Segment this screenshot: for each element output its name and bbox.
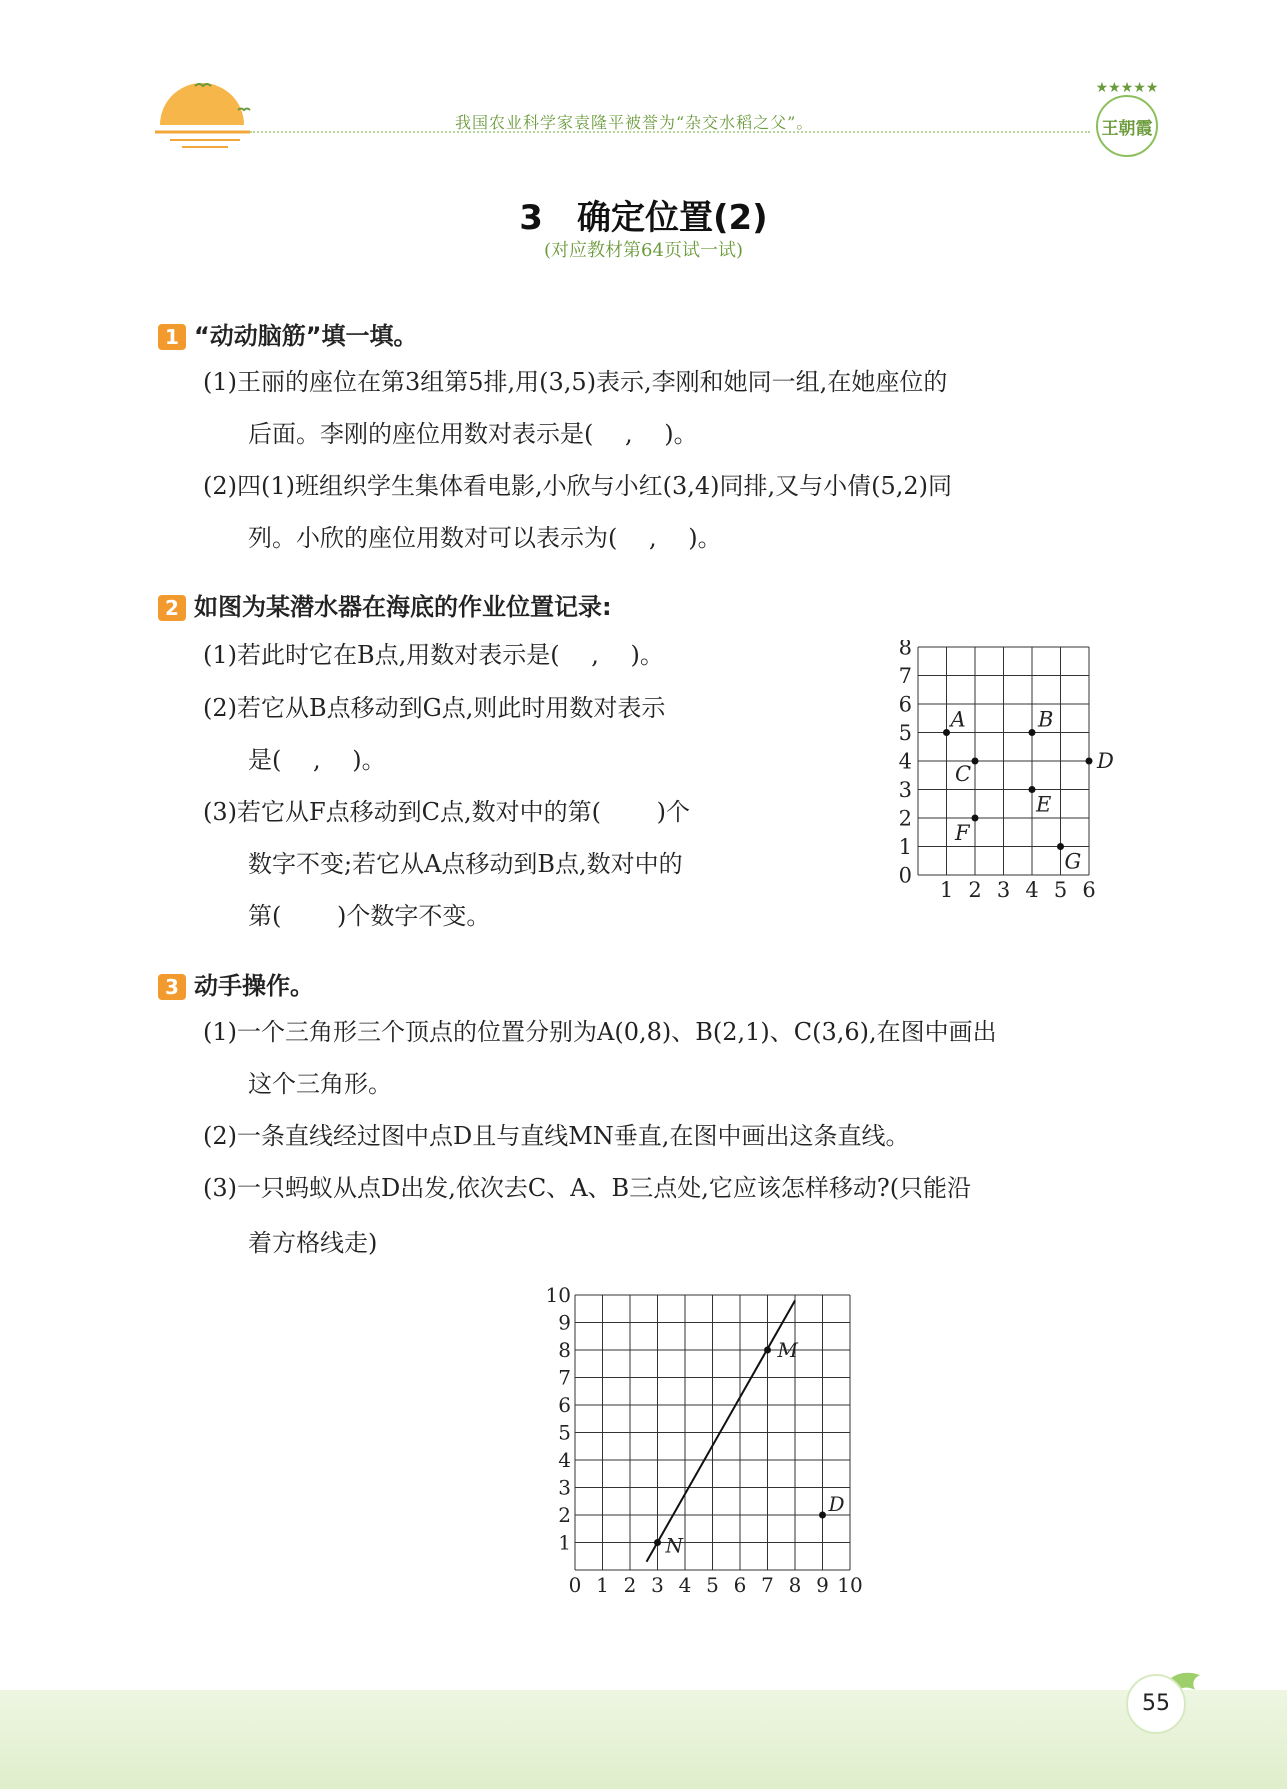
x-tick-label: 4 bbox=[1025, 878, 1039, 902]
point-a bbox=[943, 729, 950, 736]
y-tick-label: 9 bbox=[558, 1310, 571, 1335]
y-tick-label: 0 bbox=[898, 863, 912, 888]
y-tick-label: 7 bbox=[558, 1365, 571, 1390]
y-tick-label: 5 bbox=[898, 720, 912, 745]
y-tick-label: 2 bbox=[558, 1503, 571, 1527]
q2-line-6: 第( )个数字不变。 bbox=[248, 902, 491, 930]
page-subtitle: (对应教材第64页试一试) bbox=[544, 240, 743, 261]
page-number: 55 bbox=[1126, 1674, 1186, 1734]
q2-line-2: (2)若它从B点移动到G点,则此时用数对表示 bbox=[203, 694, 666, 722]
q2-line-1: (1)若此时它在B点,用数对表示是( , )。 bbox=[203, 641, 664, 669]
x-tick-label: 0 bbox=[568, 1573, 582, 1597]
question-1-number: 1 bbox=[158, 324, 186, 350]
q3-line-3: (2)一条直线经过图中点D且与直线MN垂直,在图中画出这条直线。 bbox=[203, 1122, 910, 1150]
point-label-b: B bbox=[1038, 707, 1054, 732]
point-g bbox=[1057, 843, 1064, 850]
y-tick-label: 8 bbox=[898, 640, 912, 660]
point-label-f: F bbox=[955, 821, 970, 845]
q1-line-1: (1)王丽的座位在第3组第5排,用(3,5)表示,李刚和她同一组,在她座位的 bbox=[203, 368, 948, 396]
point-label-e: E bbox=[1036, 792, 1052, 817]
question-2-title: 如图为某潜水器在海底的作业位置记录: bbox=[194, 593, 612, 621]
page-title: 3 确定位置(2) bbox=[519, 198, 768, 238]
point-m bbox=[764, 1347, 771, 1354]
y-tick-label: 2 bbox=[898, 806, 912, 831]
x-tick-label: 7 bbox=[761, 1573, 774, 1597]
q3-line-4: (3)一只蚂蚁从点D出发,依次去C、A、B三点处,它应该怎样移动?(只能沿 bbox=[203, 1174, 972, 1202]
x-tick-label: 2 bbox=[623, 1573, 637, 1597]
x-tick-label: 3 bbox=[996, 878, 1011, 902]
q2-line-4: (3)若它从F点移动到C点,数对中的第( )个 bbox=[203, 798, 690, 826]
x-tick-label: 4 bbox=[678, 1573, 692, 1597]
x-tick-label: 1 bbox=[939, 878, 954, 902]
x-tick-label: 9 bbox=[816, 1573, 829, 1597]
point-e bbox=[1029, 786, 1036, 793]
q3-line-5: 着方格线走) bbox=[248, 1229, 378, 1257]
point-label-a: A bbox=[950, 707, 966, 732]
position-grid-chart-2 bbox=[535, 1280, 865, 1610]
point-label-m: M bbox=[777, 1338, 798, 1362]
question-1-heading bbox=[158, 316, 418, 351]
logo-badge-icon bbox=[1088, 78, 1166, 166]
point-b bbox=[1029, 729, 1036, 736]
x-tick-label: 3 bbox=[651, 1573, 664, 1597]
point-n bbox=[654, 1539, 661, 1546]
q2-line-5: 数字不变;若它从A点移动到B点,数对中的 bbox=[248, 850, 683, 878]
position-grid-chart-1 bbox=[840, 640, 1160, 910]
svg-text:★★★★★: ★★★★★ bbox=[1095, 80, 1159, 96]
y-tick-label: 3 bbox=[898, 777, 912, 802]
y-tick-label: 6 bbox=[898, 692, 912, 717]
question-2-number: 2 bbox=[158, 595, 186, 621]
x-tick-label: 6 bbox=[733, 1573, 747, 1597]
point-label-d: D bbox=[828, 1492, 845, 1516]
y-tick-label: 1 bbox=[898, 834, 912, 859]
x-tick-label: 10 bbox=[837, 1573, 863, 1597]
x-tick-label: 1 bbox=[596, 1573, 609, 1597]
q1-line-3: (2)四(1)班组织学生集体看电影,小欣与小红(3,4)同排,又与小倩(5,2)同 bbox=[203, 472, 953, 500]
line-mn bbox=[647, 1301, 796, 1562]
header-motto: 我国农业科学家袁隆平被誉为“杂交水稻之父”。 bbox=[455, 113, 814, 132]
publisher-logo bbox=[1088, 78, 1166, 166]
point-label-d: D bbox=[1097, 749, 1114, 773]
y-tick-label: 7 bbox=[898, 663, 912, 688]
point-label-c: C bbox=[955, 762, 972, 786]
x-tick-label: 2 bbox=[968, 878, 982, 902]
q2-line-3: 是( , )。 bbox=[248, 746, 386, 774]
x-tick-label: 8 bbox=[788, 1573, 802, 1597]
q1-line-4: 列。小欣的座位用数对可以表示为( , )。 bbox=[248, 524, 722, 552]
y-tick-label: 8 bbox=[558, 1338, 571, 1362]
point-d bbox=[819, 1512, 826, 1519]
point-c bbox=[972, 758, 979, 765]
point-f bbox=[972, 815, 979, 822]
y-tick-label: 5 bbox=[558, 1420, 571, 1445]
point-label-g: G bbox=[1064, 849, 1082, 874]
svg-text:王朝霞: 王朝霞 bbox=[1101, 119, 1153, 139]
question-1-title: “动动脑筋”填一填。 bbox=[194, 322, 418, 350]
y-tick-label: 3 bbox=[558, 1475, 571, 1500]
y-tick-label: 1 bbox=[558, 1530, 571, 1555]
y-tick-label: 4 bbox=[898, 749, 912, 774]
sun-decoration-icon bbox=[150, 80, 260, 155]
point-label-n: N bbox=[665, 1533, 683, 1558]
q3-line-1: (1)一个三角形三个顶点的位置分别为A(0,8)、B(2,1)、C(3,6),在图中画出 bbox=[203, 1018, 997, 1046]
y-tick-label: 6 bbox=[558, 1393, 571, 1417]
q1-line-2: 后面。李刚的座位用数对表示是( , )。 bbox=[248, 420, 698, 448]
footer-band bbox=[0, 1690, 1287, 1789]
y-tick-label: 4 bbox=[558, 1448, 571, 1472]
question-3-heading bbox=[158, 966, 314, 1001]
question-3-title: 动手操作。 bbox=[194, 972, 314, 1000]
q3-line-2: 这个三角形。 bbox=[248, 1070, 392, 1098]
point-d bbox=[1086, 758, 1093, 765]
y-tick-label: 10 bbox=[545, 1283, 571, 1307]
question-2-heading bbox=[158, 587, 612, 622]
question-3-number: 3 bbox=[158, 974, 186, 1000]
x-tick-label: 6 bbox=[1082, 878, 1096, 902]
x-tick-label: 5 bbox=[706, 1573, 719, 1597]
x-tick-label: 5 bbox=[1053, 878, 1068, 902]
